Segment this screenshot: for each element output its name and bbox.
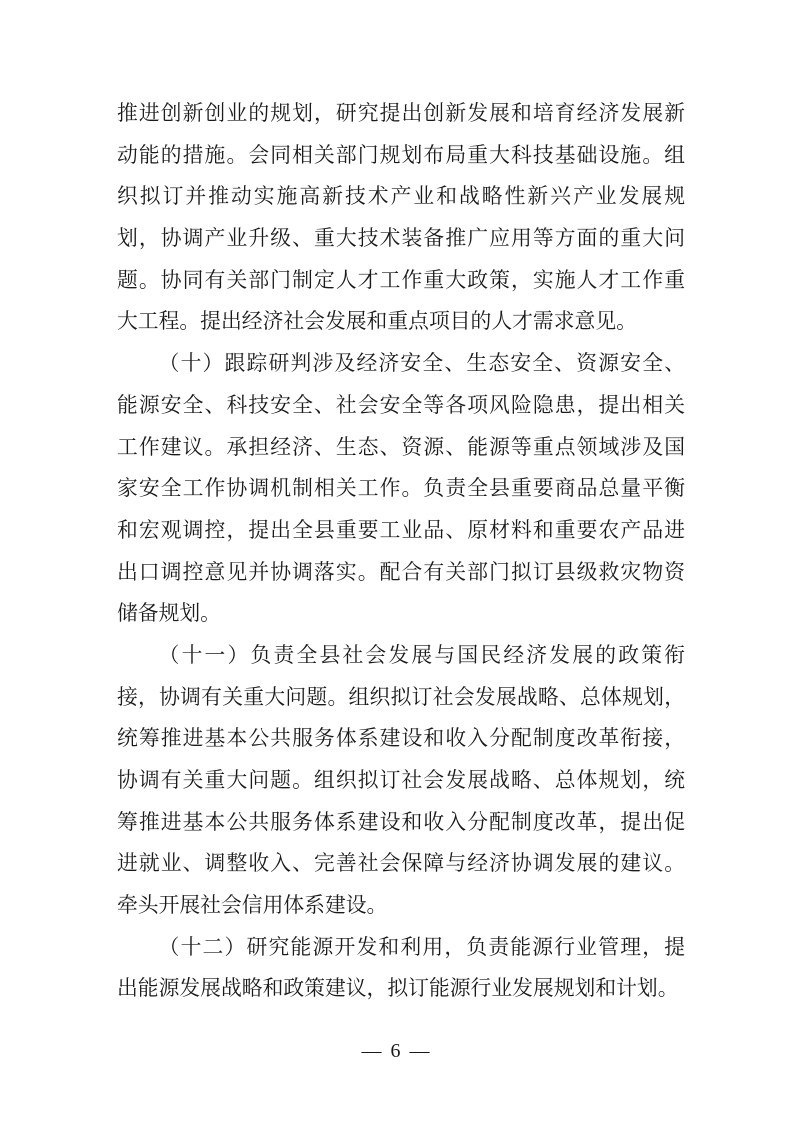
text-line: 出能源发展战略和政策建议，拟订能源行业发展规划和计划。 [117,977,679,1001]
text-line: （十）跟踪研判涉及经济安全、生态安全、资源安全、 [158,352,685,376]
page-number: — 6 — [361,1040,432,1062]
text-line: 推进创新创业的规划，研究提出创新发展和培育经济发展新 [117,102,685,125]
text-line: 筹推进基本公共服务体系建设和收入分配制度改革，提出促 [117,810,685,834]
text-line: 工作建议。承担经济、生态、资源、能源等重点领域涉及国 [117,435,685,459]
text-line: 出口调控意见并协调落实。配合有关部门拟订县级救灾物资 [117,560,685,584]
body-text [117,93,685,1010]
text-line: （十二）研究能源开发和利用，负责能源行业管理，提 [158,935,685,959]
text-line: 和宏观调控，提出全县重要工业品、原材料和重要农产品进 [117,518,685,542]
text-line: 统筹推进基本公共服务体系建设和收入分配制度改革衔接， [117,727,685,751]
text-line: 家安全工作协调机制相关工作。负责全县重要商品总量平衡 [117,477,685,501]
text-line: 接，协调有关重大问题。组织拟订社会发展战略、总体规划， [117,685,685,709]
text-line: 进就业、调整收入、完善社会保障与经济协调发展的建议。 [117,852,685,876]
text-line: 动能的措施。会同相关部门规划布局重大科技基础设施。组 [117,143,685,167]
text-line: 大工程。提出经济社会发展和重点项目的人才需求意见。 [117,310,637,334]
text-line: 储备规划。 [117,602,221,626]
text-line: 划，协调产业升级、重大技术装备推广应用等方面的重大问 [117,227,685,251]
text-line: （十一）负责全县社会发展与国民经济发展的政策衔 [158,643,685,667]
text-line: 题。协同有关部门制定人才工作重大政策，实施人才工作重 [117,268,685,292]
text-line: 协调有关重大问题。组织拟订社会发展战略、总体规划，统 [117,769,685,792]
text-line: 牵头开展社会信用体系建设。 [117,894,388,918]
text-line: 织拟订并推动实施高新技术产业和战略性新兴产业发展规 [117,185,685,209]
text-line: 能源安全、科技安全、社会安全等各项风险隐患，提出相关 [117,393,685,417]
